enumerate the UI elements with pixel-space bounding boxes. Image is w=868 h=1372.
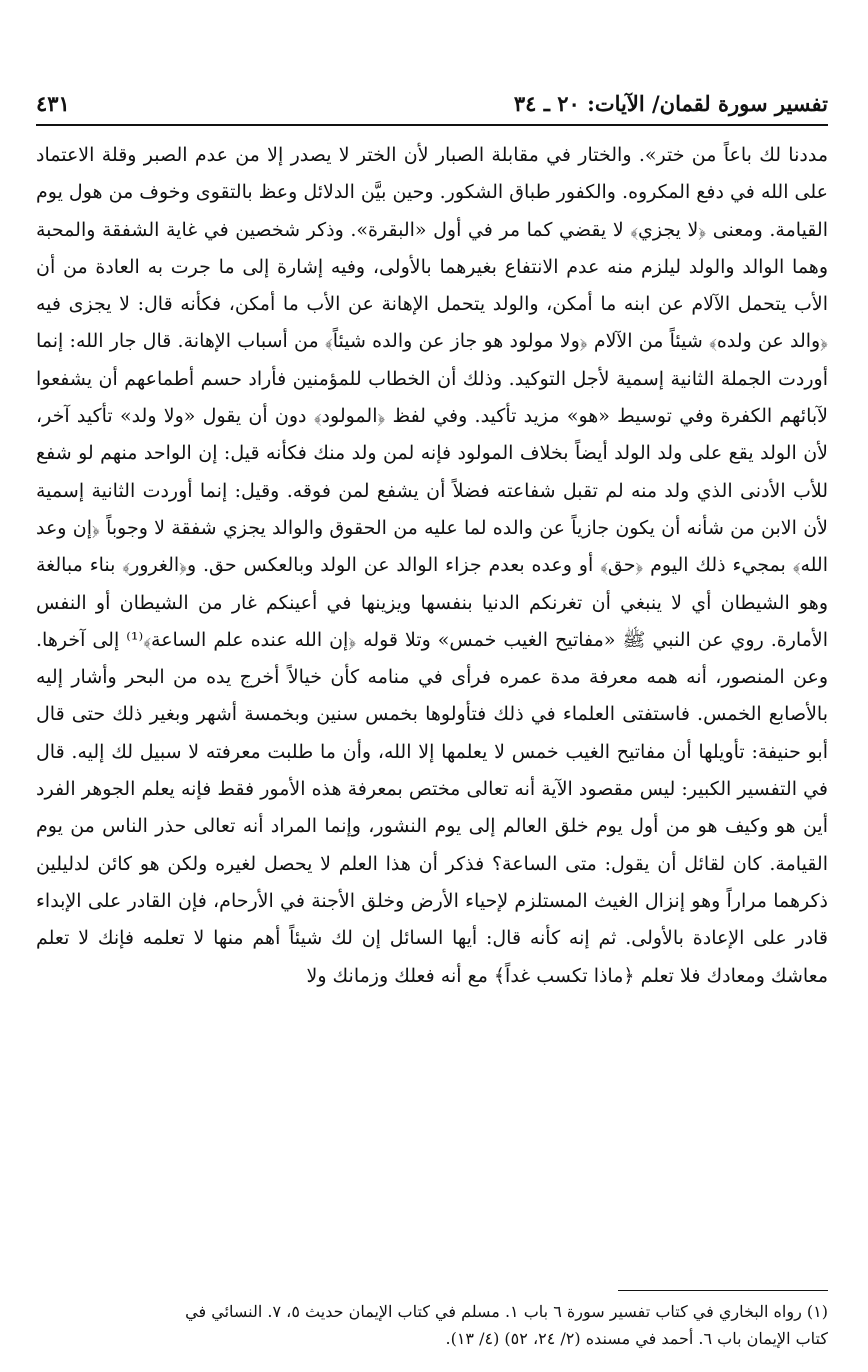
- page-number: ٤٣١: [36, 90, 70, 116]
- header-title: تفسير سورة لقمان/ الآيات: ٢٠ ـ ٣٤: [513, 90, 828, 116]
- footnote-line-2: كتاب الإيمان باب ٦. أحمد في مسنده (٢/ ٢٤، ٥٢) (٤/ ١٣).: [445, 1329, 828, 1348]
- main-text: [36, 137, 828, 995]
- footnote-line-1: (١) رواه البخاري في كتاب تفسير سورة ٦ باب ١. مسلم في كتاب الإيمان حديث ٥، ٧. النسائي في: [185, 1302, 828, 1321]
- header-rule: [36, 124, 828, 126]
- body-paragraph: مددنا لك باعاً من ختر». والختار في مقابلة الصبار لأن الختر لا يصدر إلا من عدم الصبر وقلة الاعتماد على الله في دفع المكروه. والكفور طباق الشكور. وحين بيَّن الدلائل وعظ بالتقوى وخوف من هول يوم القيامة. ومعنى ﴿لا يجزي﴾ لا يقضي كما مر في أول «البقرة». وذكر شخصين في غاية الشفقة والمحبة وهما الوالد والولد ليلزم منه عدم الانتفاع بغيرهما بالأولى، وفيه إشارة إلى ما جرت به العادة من أن الأب يتحمل الآلام عن ابنه ما أمكن، والولد يتحمل الإهانة عن الأب ما أمكن، فكأنه قال: لا يجزى فيه ﴿والد عن ولده﴾ شيئاً من الآلام ﴿ولا مولود هو جاز عن والده شيئاً﴾ من أسباب الإهانة. قال جار الله: إنما أوردت الجملة الثانية إسمية لأجل التوكيد. وذلك أن الخطاب للمؤمنين فأراد حسم أطماعهم أن يشفعوا لآبائهم الكفرة وفي توسيط «هو» مزيد تأكيد. وفي لفظ ﴿المولود﴾ دون أن يقول «ولا ولد» تأكيد آخر، لأن الولد يقع على ولد الولد أيضاً بخلاف المولود فإنه لمن ولد منك فكأنه قيل: إن الواحد منهم لو شفع للأب الأدنى الذي ولد منه لم تقبل شفاعته فضلاً أن يشفع لمن فوقه. وقيل: إنما أوردت الثانية إسمية لأن الابن من شأنه أن يكون جازياً عن والده لما عليه من الحقوق والوالد يجزي شفقة لا وجوباً ﴿إن وعد الله﴾ بمجيء ذلك اليوم ﴿حق﴾ أو وعده بعدم جزاء الوالد عن الولد وبالعكس حق. و﴿الغرور﴾ بناء مبالغة وهو الشيطان أي لا ينبغي أن تغرنكم الدنيا بنفسها ويزينها في أعينكم غار من الشيطان أو النفس الأمارة. روي عن النبي ﷺ «مفاتيح الغيب خمس» وتلا قوله ﴿إن الله عنده علم الساعة﴾⁽¹⁾ إلى آخرها. وعن المنصور، أنه همه معرفة مدة عمره فرأى في منامه كأن خيالاً أخرج يده من البحر وأشار إليه بالأصابع الخمس. فاستفتى العلماء في ذلك فتأولوها بخمس سنين وبخمسة أشهر وبغير ذلك حتى قال أبو حنيفة: تأويلها أن مفاتيح الغيب خمس لا يعلمها إلا الله، وأن ما طلبت معرفته لا سبيل لك إليه. قال في التفسير الكبير: ليس مقصود الآية أنه تعالى مختص بمعرفة هذه الأمور فقط فإنه يعلم الجوهر الفرد أين هو وكيف هو من أول يوم خلق العالم إلى يوم النشور، وإنما المراد أنه تعالى حذر الناس من يوم القيامة. كان لقائل أن يقول: متى الساعة؟ فذكر أن هذا العلم لا يحصل لغيره ولكن هو كائن لدليلين ذكرهما مراراً وهو إنزال الغيث المستلزم لإحياء الأرض وخلق الأجنة في الأرحام، فإن القادر على الإبداء قادر على الإعادة بالأولى. ثم إنه كأنه قال: أيها السائل إن لك شيئاً أهم منها لا تعلمه فإنك لا تعلم معاشك ومعادك فلا تعلم ﴿ماذا تكسب غداً﴾ مع أنه فعلك وزمانك ولا: [36, 144, 828, 987]
- footnote-rule: [618, 1290, 828, 1291]
- running-header: [36, 86, 828, 120]
- footnotes: [36, 1298, 828, 1352]
